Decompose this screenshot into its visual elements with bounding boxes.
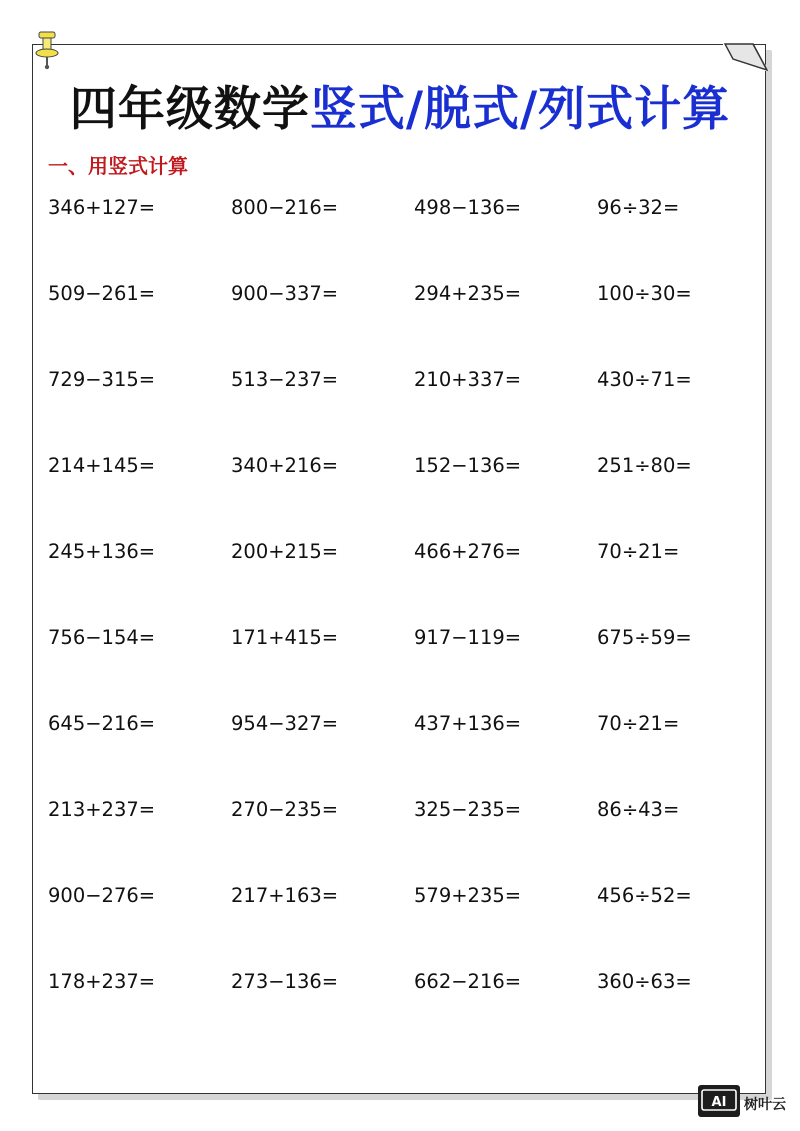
brand-name: 树叶云 xyxy=(744,1097,786,1113)
problem-item: 100÷30= xyxy=(597,282,692,305)
problem-item: 70÷21= xyxy=(597,540,680,563)
problem-item: 152−136= xyxy=(414,454,522,477)
problem-item: 437+136= xyxy=(414,712,522,735)
problem-item: 954−327= xyxy=(231,712,339,735)
problem-item: 273−136= xyxy=(231,970,339,993)
ai-logo-icon xyxy=(698,1085,740,1117)
problem-item: 346+127= xyxy=(48,196,156,219)
problem-item: 360÷63= xyxy=(597,970,692,993)
pushpin-icon xyxy=(34,30,60,70)
problem-item: 340+216= xyxy=(231,454,339,477)
problem-item: 430÷71= xyxy=(597,368,692,391)
problem-item: 756−154= xyxy=(48,626,156,649)
problem-item: 662−216= xyxy=(414,970,522,993)
problem-item: 200+215= xyxy=(231,540,339,563)
problem-item: 498−136= xyxy=(414,196,522,219)
problem-item: 210+337= xyxy=(414,368,522,391)
page-title xyxy=(0,72,800,139)
problem-item: 579+235= xyxy=(414,884,522,907)
ai-logo-text: AI xyxy=(711,1095,727,1110)
problem-item: 217+163= xyxy=(231,884,339,907)
title-grade: 四年级数学 xyxy=(69,82,310,137)
problem-item: 213+237= xyxy=(48,798,156,821)
problem-item: 70÷21= xyxy=(597,712,680,735)
problem-item: 86÷43= xyxy=(597,798,680,821)
problem-item: 270−235= xyxy=(231,798,339,821)
problem-item: 729−315= xyxy=(48,368,156,391)
problem-item: 900−276= xyxy=(48,884,156,907)
problem-item: 325−235= xyxy=(414,798,522,821)
problem-item: 466+276= xyxy=(414,540,522,563)
problem-item: 214+145= xyxy=(48,454,156,477)
problem-item: 675÷59= xyxy=(597,626,692,649)
problem-item: 645−216= xyxy=(48,712,156,735)
problem-item: 800−216= xyxy=(231,196,339,219)
problem-item: 513−237= xyxy=(231,368,339,391)
page-curl-icon xyxy=(723,43,769,73)
section-heading: 一、用竖式计算 xyxy=(48,154,188,178)
problem-item: 917−119= xyxy=(414,626,522,649)
problem-item: 294+235= xyxy=(414,282,522,305)
problem-item: 171+415= xyxy=(231,626,339,649)
title-topic: 竖式/脱式/列式计算 xyxy=(309,82,731,137)
problem-item: 509−261= xyxy=(48,282,156,305)
problem-item: 900−337= xyxy=(231,282,339,305)
problem-item: 456÷52= xyxy=(597,884,692,907)
problem-item: 251÷80= xyxy=(597,454,692,477)
problem-item: 178+237= xyxy=(48,970,156,993)
watermark xyxy=(698,1085,796,1119)
problem-item: 96÷32= xyxy=(597,196,680,219)
problem-item: 245+136= xyxy=(48,540,156,563)
